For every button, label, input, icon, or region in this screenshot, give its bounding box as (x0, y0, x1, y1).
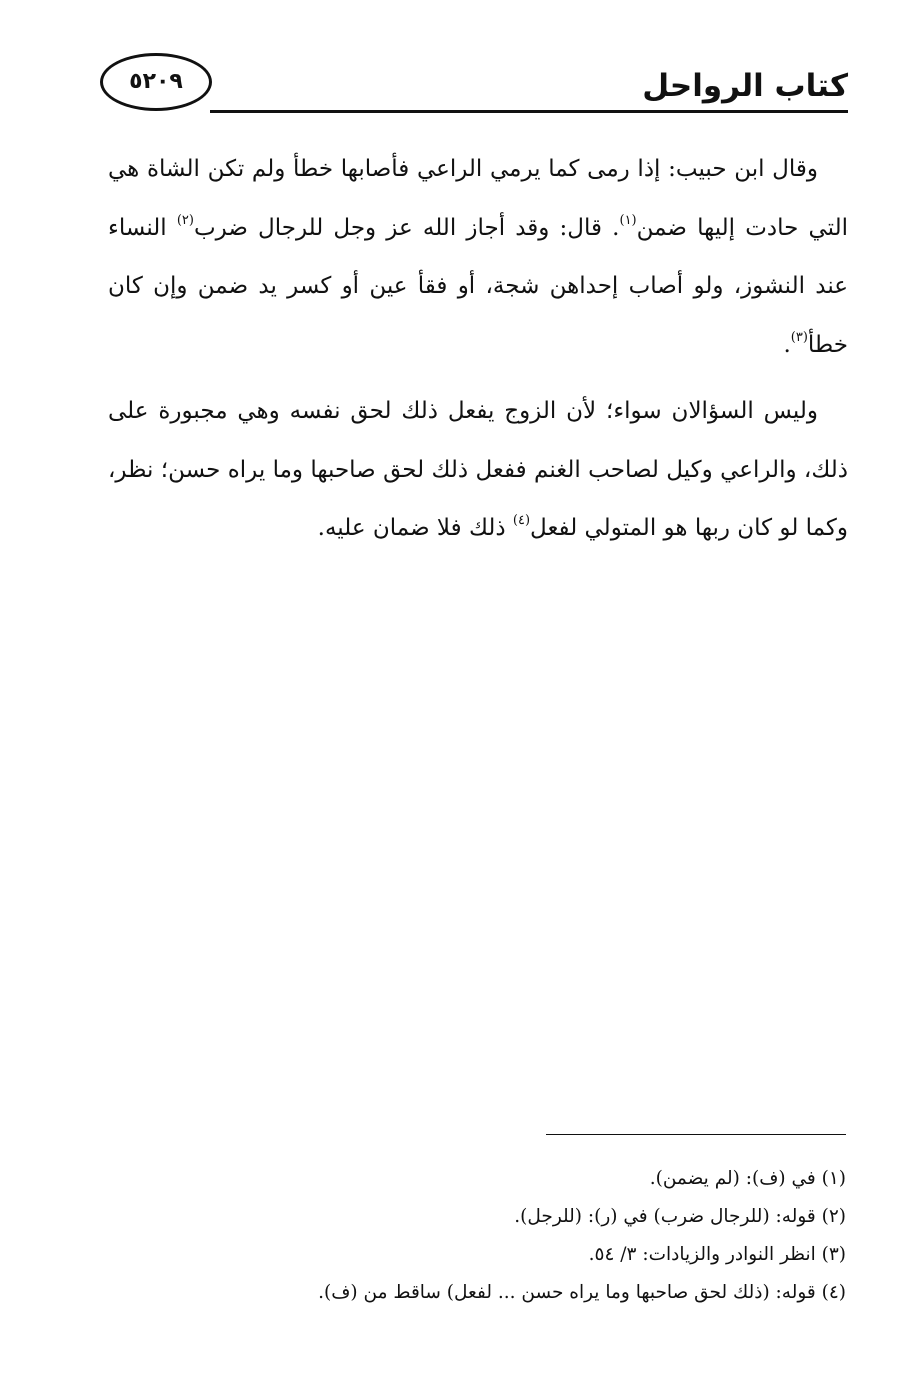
footnote-marker-1: (١) (619, 212, 637, 228)
paragraph-text: وليس السؤالان سواء؛ لأن الزوج يفعل ذلك لحق نفسه وهي مجبورة على ذلك، والراعي وكيل لصاحب الغنم ففعل ذلك لحق صاحبها وما يراه حسن؛ نظر، وكما لو كان ربها هو المتولي لفعل (108, 398, 848, 541)
paragraph-text: . (783, 331, 791, 358)
page-number: ٥٢٠٩ (129, 69, 183, 94)
footnote-4: (٤) قوله: (ذلك لحق صاحبها وما يراه حسن ... لفعل) ساقط من (ف). (318, 1282, 846, 1303)
paragraph-2 (108, 382, 848, 558)
footnote-2: (٢) قوله: (للرجال ضرب) في (ر): (للرجل). (514, 1206, 846, 1227)
header-rule (210, 110, 848, 113)
footnote-3: (٣) انظر النوادر والزيادات: ٣/ ٥٤. (588, 1244, 846, 1265)
footnote-separator (546, 1134, 846, 1135)
footnote-marker-2: (٢) (176, 212, 194, 228)
paragraph-1 (108, 140, 848, 374)
paragraph-text: ذلك فلا ضمان عليه. (317, 515, 513, 541)
footnotes (106, 1160, 846, 1312)
paragraph-text: وقال ابن حبيب: إذا رمى كما يرمي الراعي فأصابها خطأ ولم تكن الشاة هي التي حادت إليها ضمن (108, 156, 848, 241)
body-text (108, 140, 848, 558)
book-title: كتاب الرواحل (642, 68, 848, 104)
footnote-1: (١) في (ف): (لم يضمن). (649, 1168, 846, 1189)
footnote-marker-3: (٣) (790, 329, 808, 345)
footnote-marker-4: (٤) (512, 513, 531, 528)
page-header (100, 40, 848, 110)
paragraph-text: . قال: وقد أجاز الله عز وجل للرجال ضرب (193, 214, 620, 241)
paragraph-text: النساء عند النشوز، ولو أصاب إحداهن شجة، أو فقأ عين أو كسر يد ضمن وإن كان خطأ (108, 214, 848, 358)
